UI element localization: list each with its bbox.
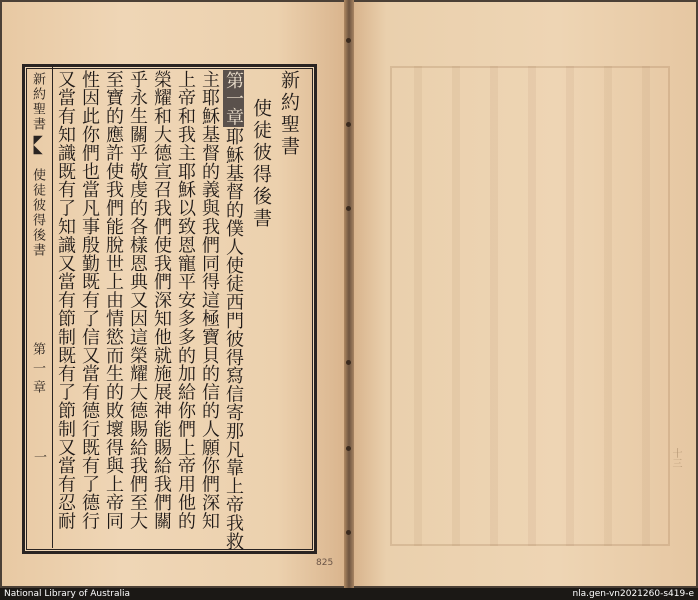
side-chapter-label: 第一章 xyxy=(30,342,45,399)
text-column-6: 至寶的應許使我們能脫世上由情慾而生的敗壞得與上帝同 xyxy=(103,70,124,530)
side-collection-title: 新約聖書 xyxy=(30,72,45,132)
fish-tail-ornament-icon: ◣◢ xyxy=(32,135,47,155)
binding-hole xyxy=(346,360,351,365)
side-page-number: 一 xyxy=(31,450,46,463)
text-column-7: 性因此你們也當凡事殷勤既有了信又當有德行既有了德行 xyxy=(79,70,100,530)
text-column-1 xyxy=(222,70,244,550)
side-book-title: 使徒彼得後書 xyxy=(30,168,45,258)
text-column-3: 上帝和我主耶穌以致恩寵平安多多的加給你們上帝用他的 xyxy=(175,70,196,530)
main-text-block xyxy=(55,70,308,551)
text-column-2: 主耶穌基督的義與我們同得這極寶貝的信的人願你們深知 xyxy=(199,70,220,530)
catalog-stamp: 825 xyxy=(316,558,334,568)
binding-hole xyxy=(346,122,351,127)
binding-hole xyxy=(346,530,351,535)
footer-bar xyxy=(0,588,698,600)
item-identifier: nla.gen-vn2021260-s419-e xyxy=(572,589,694,599)
binding-hole xyxy=(346,206,351,211)
text-column-5: 乎永生關乎敬虔的各樣恩典又因這榮耀大德賜給我們至大 xyxy=(127,70,148,530)
text-column-8: 又當有知識既有了知識又當有節制既有了節制又當有忍耐 xyxy=(55,70,76,530)
binding-hole xyxy=(346,446,351,451)
text-column-4: 榮耀和大德宣召我們使我們深知他就施展神能賜給我們關 xyxy=(151,70,172,530)
chapter-marker: 第一章 xyxy=(223,71,244,127)
binding-hole xyxy=(346,38,351,43)
heading-collection: 新約聖書 xyxy=(278,70,300,158)
heading-book: 使徒彼得後書 xyxy=(250,98,272,230)
bleed-through-text xyxy=(390,66,670,546)
right-page-number: 十三 xyxy=(670,448,681,468)
library-credit: National Library of Australia xyxy=(4,589,131,599)
book-gutter xyxy=(344,0,354,588)
column-text: 耶穌基督的僕人使徒西門彼得寫信寄那凡靠上帝我救 xyxy=(223,127,244,551)
